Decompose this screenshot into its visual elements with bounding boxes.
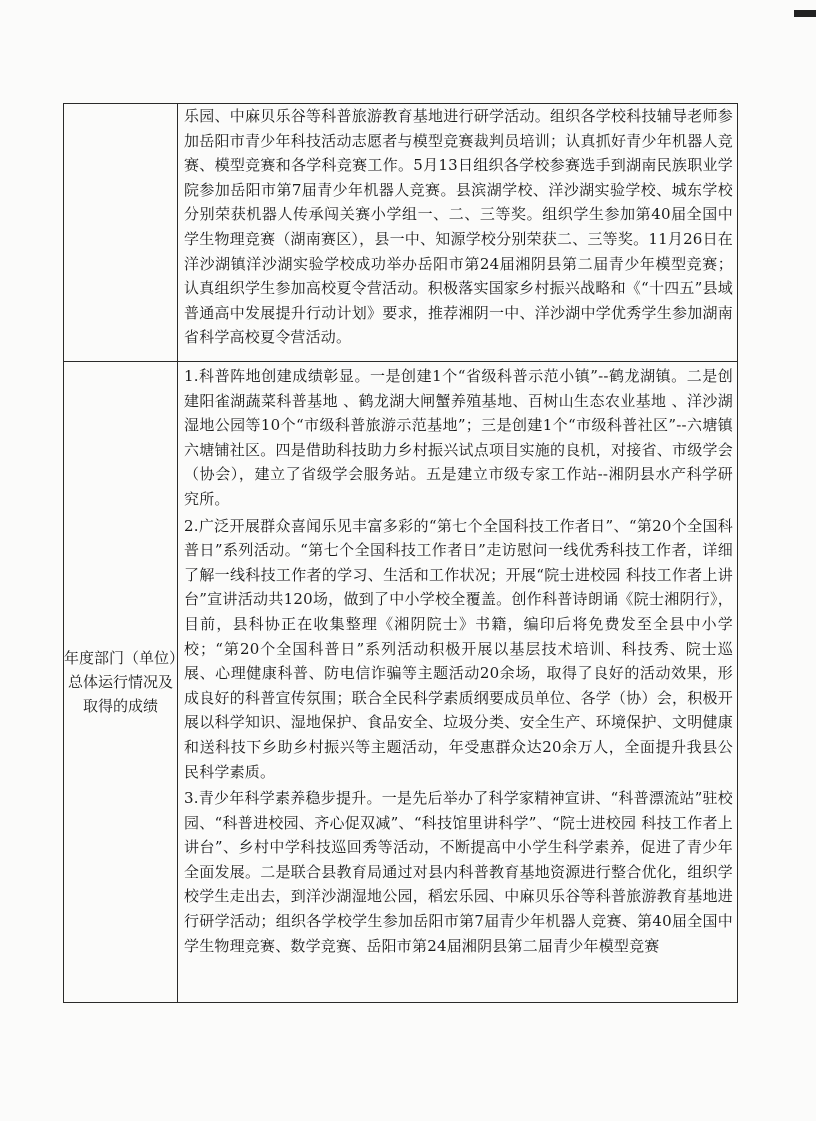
report-table	[63, 103, 738, 1003]
label-line-3: 取得的成绩	[82, 697, 158, 715]
row-label-empty	[64, 104, 178, 362]
content-paragraph-3: 3.青少年科学素养稳步提升。一是先后举办了科学家精神宣讲、“科普漂流站”驻校园、“科普进校园、齐心促双减”、“科技馆里讲科学”、“院士进校园 科技工作者上讲台”、乡村中学科技巡回秀等活动，不断提高中小学生科学素养，促进了青少年全面发展。二是联合县教育局通过对县内科普教育基地资源进行整合优化，组织学校学生走出去，到洋沙湖湿地公园，稻宏乐园、中麻贝乐谷等科普旅游教育基地进行研学活动；组织各学校学生参加岳阳市第7届青少年机器人竞赛、第40届全国中学生物理竞赛、数学竞赛、岳阳市第24届湘阴县第二届青少年模型竞赛	[184, 789, 733, 955]
content-paragraph-1: 1.科普阵地创建成绩彰显。一是创建1个“省级科普示范小镇”--鹤龙湖镇。二是创建阳雀湖蔬菜科普基地 、鹤龙湖大闸蟹养殖基地、百树山生态农业基地 、洋沙湖湿地公园等10个“市级科普旅游示范基地”；三是创建1个“市级科普社区”--六塘镇六塘铺社区。四是借助科技助力乡村振兴试点项目实施的良机，对接省、市级学会（协会），建立了省级学会服务站。五是建立市级专家工作站--湘阴县水产科学研究所。	[184, 367, 733, 508]
content-paragraph-2: 2.广泛开展群众喜闻乐见丰富多彩的“第七个全国科技工作者日”、“第20个全国科普日”系列活动。“第七个全国科技工作者日”走访慰问一线优秀科技工作者，详细了解一线科技工作者的学习、生活和工作状况；开展“院士进校园 科技工作者上讲台”宣讲活动共120场，做到了中小学校全覆盖。创作科普诗朗诵《院士湘阴行》，目前，县科协正在收集整理《湘阴院士》书籍，编印后将免费发至全县中小学校；“第20个全国科普日”系列活动积极开展以基层技术培训、科技秀、院士巡展、心理健康科普、防电信诈骗等主题活动20余场，取得了良好的活动效果，形成良好的科普宣传氛围；联合全民科学素质纲要成员单位、各学（协）会，积极开展以科学知识、湿地保护、食品安全、垃圾分类、安全生产、环境保护、文明健康和送科技下乡助乡村振兴等主题活动，年受惠群众达20余万人，全面提升我县公民科学素质。	[184, 516, 733, 781]
scan-edge-mark	[794, 10, 816, 17]
table-row-continued	[64, 104, 738, 362]
table-row-annual-performance	[64, 362, 738, 1003]
row-label-annual-performance	[64, 362, 185, 1003]
row-content-continued	[178, 104, 738, 362]
row-content-annual-performance	[178, 362, 738, 1003]
content-paragraph: 乐园、中麻贝乐谷等科普旅游教育基地进行研学活动。组织各学校科技辅导老师参加岳阳市青少年科技活动志愿者与模型竞赛裁判员培训；认真抓好青少年机器人竞赛、模型竞赛和各学科竞赛工作。5月13日组织各学校参赛选手到湖南民族职业学院参加岳阳市第7届青少年机器人竞赛。县滨湖学校、洋沙湖实验学校、城东学校分别荣获机器人传承闯关赛小学组一、二、三等奖。组织学生参加第40届全国中学生物理竞赛（湖南赛区），县一中、知源学校分别荣获二、三等奖。11月26日在洋沙湖镇洋沙湖实验学校成功举办岳阳市第24届湘阴县第二届青少年模型竞赛；认真组织学生参加高校夏令营活动。积极落实国家乡村振兴战略和《“十四五”县域普通高中发展提升行动计划》要求，推荐湘阴一中、洋沙湖中学优秀学生参加湖南省科学高校夏令营活动。	[184, 107, 733, 347]
label-line-1: 年度部门（单位）	[64, 649, 185, 667]
label-line-2: 总体运行情况及	[67, 673, 173, 691]
